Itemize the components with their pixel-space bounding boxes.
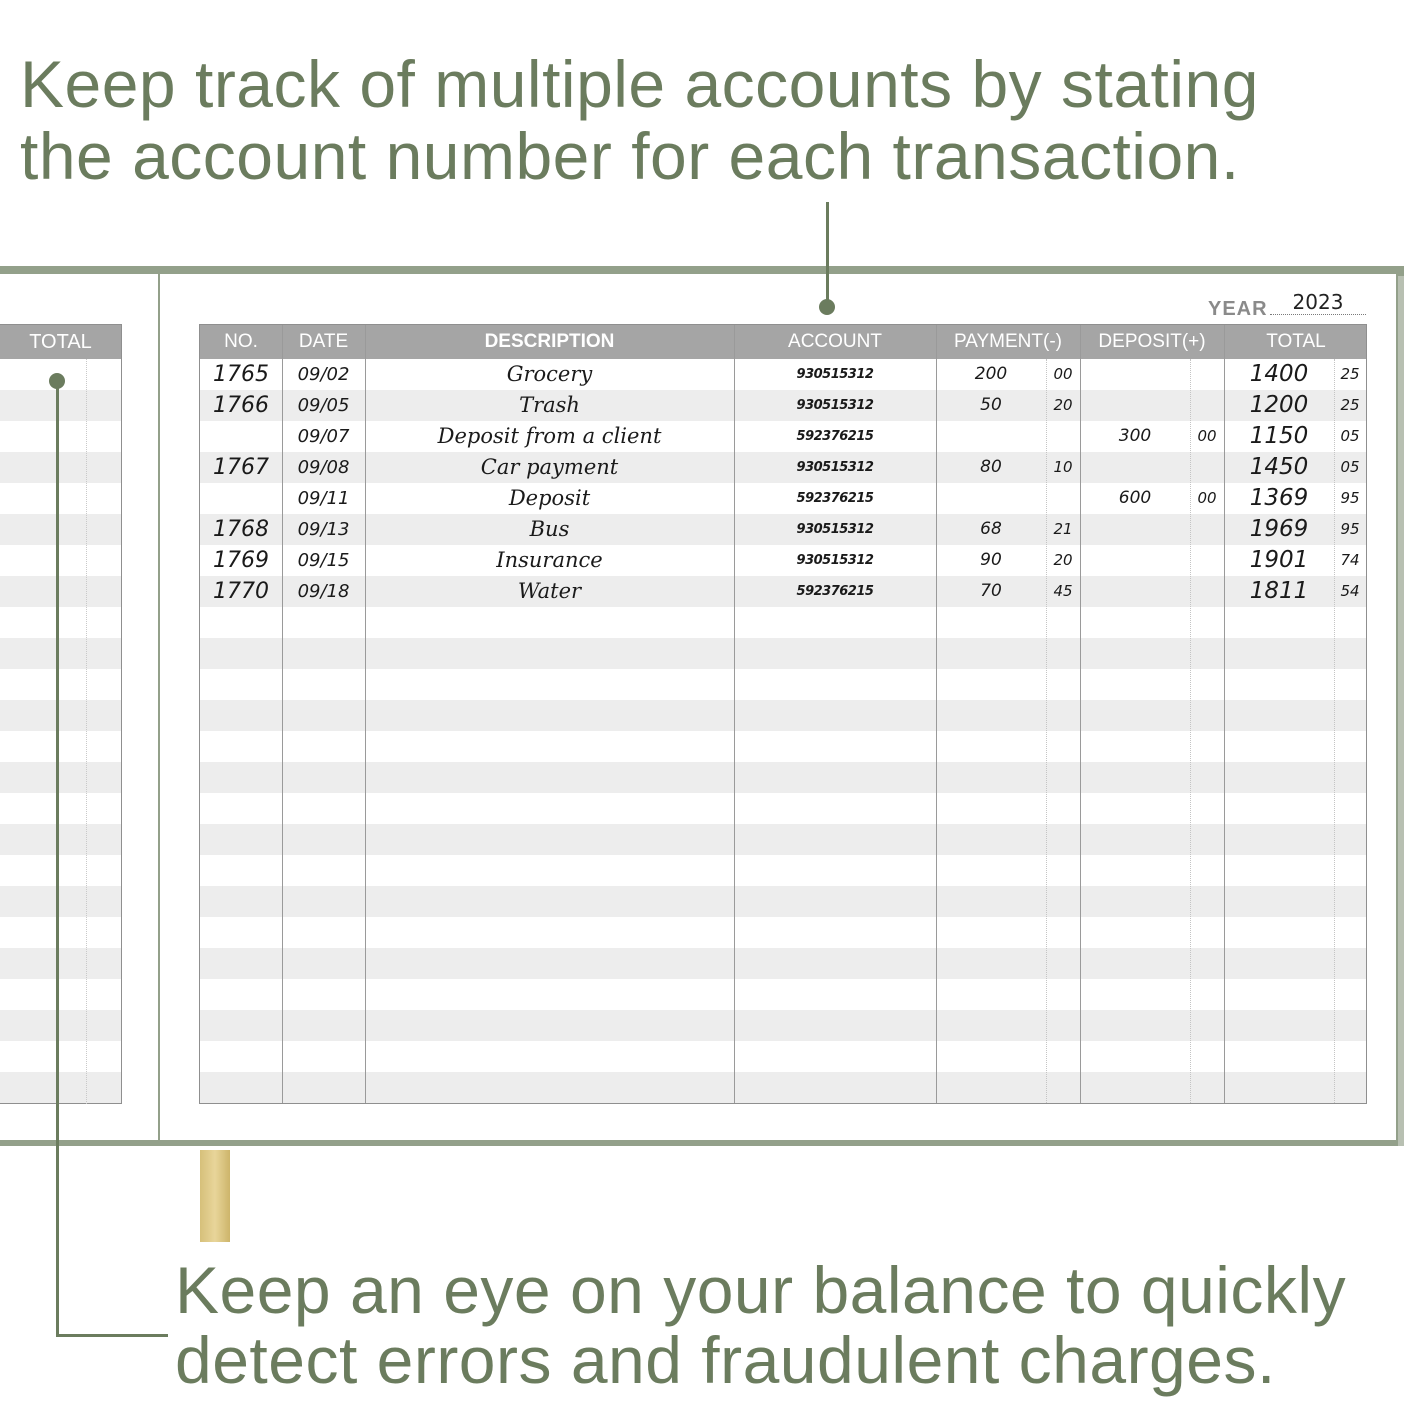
table-row [200,762,1366,793]
top-caption-line-1: Keep track of multiple accounts by stating [20,47,1259,121]
header-total: TOTAL [1266,331,1326,352]
cell-payment-cents: 20 [1053,396,1073,414]
divider-deposit-total [1224,325,1225,1103]
cell-total-cents: 25 [1340,396,1360,414]
header-no: NO. [224,331,258,352]
ribbon-bookmark [200,1150,230,1242]
cell-payment: 70 [980,581,1002,601]
cell-payment-cents [1046,483,1080,514]
list-item [0,886,121,917]
cell-total: 1450 [1249,454,1309,480]
cell-total: 1969 [1249,516,1309,542]
table-row [200,917,1366,948]
list-item [0,607,121,638]
cell-description: Deposit from a client [437,424,662,448]
list-item [0,824,121,855]
cell-account: 592376215 [796,584,874,599]
table-row [200,1010,1366,1041]
cell-description: Deposit [508,486,591,510]
header-date: DATE [298,331,349,352]
cell-deposit [1080,390,1190,421]
cell-description: Trash [519,393,580,417]
cell-total-cents: 54 [1340,582,1360,600]
account-callout-dot [819,299,835,315]
cell-date: 09/13 [297,519,350,540]
cell-total-cents: 25 [1340,365,1360,383]
cell-total-cents: 95 [1340,489,1360,507]
table-row [200,700,1366,731]
top-caption-line-2: the account number for each transaction. [20,119,1240,193]
cell-account: 592376215 [796,491,874,506]
cell-description: Bus [529,517,570,541]
list-item [0,514,121,545]
table-row [200,793,1366,824]
cell-deposit-cents [1190,452,1224,483]
cell-payment: 68 [980,519,1002,539]
bottom-caption-line-2: detect errors and fraudulent charges. [175,1323,1276,1397]
cell-deposit: 300 [1118,426,1152,446]
divider-desc-account [734,325,735,1103]
cell-no [200,483,282,514]
cell-no: 1768 [213,517,269,542]
cell-description: Water [517,579,582,603]
table-row [200,948,1366,979]
cell-no [200,421,282,452]
table-row [200,607,1366,638]
table-row [200,855,1366,886]
list-item [0,545,121,576]
table-row [200,576,1366,607]
balance-callout-line-horizontal [56,1334,168,1337]
list-item [0,421,121,452]
cell-total: 1200 [1249,392,1309,418]
table-row [200,1072,1366,1103]
check-register-table [199,324,1367,1104]
cell-total: 1369 [1249,485,1309,511]
bottom-caption [175,1255,1420,1395]
list-item [0,979,121,1010]
cell-date: 09/18 [297,581,350,602]
cell-payment: 80 [980,457,1002,477]
table-row [200,731,1366,762]
list-item [0,1072,121,1103]
cell-date: 09/02 [297,364,350,385]
cell-account: 930515312 [796,522,874,537]
table-row [200,638,1366,669]
cell-payment-cents: 20 [1053,551,1073,569]
cell-deposit [1080,452,1190,483]
header-payment: PAYMENT(-) [953,331,1062,352]
cell-description: Insurance [496,548,603,572]
top-caption [20,48,1410,192]
list-item [0,700,121,731]
cell-deposit-cents [1190,390,1224,421]
cell-payment [936,483,1046,514]
table-row [200,886,1366,917]
cell-payment-cents: 00 [1053,365,1073,383]
cell-description: Grocery [506,362,593,386]
cell-payment: 90 [980,550,1002,570]
year-value: 2023 [1270,290,1366,315]
cell-account: 592376215 [796,429,874,444]
list-item [0,638,121,669]
payment-cents-divider [1046,359,1047,1103]
list-item [0,452,121,483]
table-row [200,1041,1366,1072]
divider-date-desc [365,325,366,1103]
total-cents-divider [1334,359,1335,1103]
header-deposit: DEPOSIT(+) [1098,331,1206,352]
cell-payment-cents: 10 [1053,458,1073,476]
list-item [0,948,121,979]
cell-deposit-cents [1190,576,1224,607]
table-row [200,359,1366,390]
table-row [200,514,1366,545]
cell-payment-cents: 45 [1053,582,1073,600]
cell-deposit-cents [1190,545,1224,576]
year-label: YEAR [1208,298,1268,320]
header-account: ACCOUNT [788,331,882,352]
cell-date: 09/08 [297,457,350,478]
account-callout-line [826,202,829,306]
cell-total-cents: 05 [1340,458,1360,476]
list-item [0,793,121,824]
book-edge-shadow [1398,276,1404,1146]
bottom-caption-line-1: Keep an eye on your balance to quickly [175,1253,1347,1327]
divider-no-date [282,325,283,1103]
left-total-header: TOTAL [0,325,121,359]
cell-account: 930515312 [796,553,874,568]
list-item [0,731,121,762]
list-item [0,390,121,421]
cell-no: 1765 [213,362,269,387]
left-cents-divider [86,359,88,1104]
table-row [200,483,1366,514]
cell-deposit-cents [1190,359,1224,390]
cell-deposit [1080,514,1190,545]
cell-date: 09/15 [297,550,350,571]
table-row [200,669,1366,700]
cell-total-cents: 74 [1340,551,1360,569]
header-description: DESCRIPTION [484,331,615,352]
list-item [0,1010,121,1041]
cell-deposit: 600 [1118,488,1152,508]
cell-payment: 200 [974,364,1008,384]
cell-total: 1150 [1249,423,1309,449]
list-item [0,1041,121,1072]
list-item [0,576,121,607]
left-page-table [0,324,122,1104]
cell-no: 1769 [213,548,269,573]
table-row [200,452,1366,483]
table-row [200,390,1366,421]
cell-date: 09/05 [297,395,350,416]
cell-payment: 50 [980,395,1002,415]
cell-total-cents: 95 [1340,520,1360,538]
cell-payment-cents: 21 [1053,520,1073,538]
list-item [0,483,121,514]
list-item [0,855,121,886]
book-spine [158,274,160,1140]
cell-deposit [1080,576,1190,607]
table-row [200,824,1366,855]
register-header-row [200,325,1366,359]
cell-no: 1770 [213,579,269,604]
cell-account: 930515312 [796,460,874,475]
cell-date: 09/11 [297,488,350,509]
list-item [0,917,121,948]
list-item [0,669,121,700]
cell-total-cents: 05 [1340,427,1360,445]
divider-account-payment [936,325,937,1103]
list-item [0,762,121,793]
table-row [200,545,1366,576]
cell-payment [936,421,1046,452]
cell-account: 930515312 [796,398,874,413]
cell-deposit [1080,359,1190,390]
cell-deposit-cents [1190,514,1224,545]
balance-callout-line-vertical [56,381,59,1337]
cell-no: 1767 [213,455,269,480]
cell-deposit-cents: 00 [1197,489,1217,507]
cell-deposit-cents: 00 [1197,427,1217,445]
cell-deposit [1080,545,1190,576]
table-row [200,979,1366,1010]
divider-payment-deposit [1080,325,1081,1103]
cell-account: 930515312 [796,367,874,382]
cell-description: Car payment [480,455,619,479]
table-row [200,421,1366,452]
cell-date: 09/07 [297,426,350,447]
cell-total: 1811 [1249,578,1309,604]
cell-total: 1400 [1249,361,1309,387]
cell-total: 1901 [1249,547,1309,573]
cell-no: 1766 [213,393,269,418]
deposit-cents-divider [1190,359,1191,1103]
cell-payment-cents [1046,421,1080,452]
